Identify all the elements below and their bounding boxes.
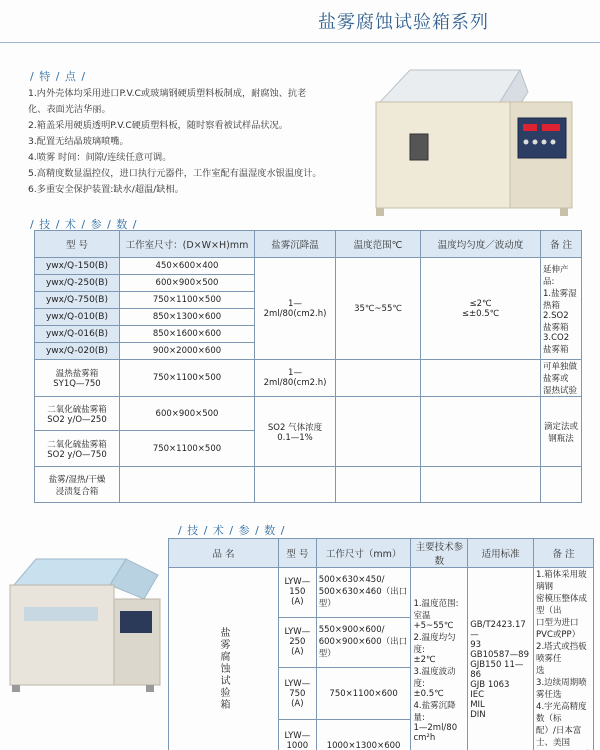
features-heading: / 特 / 点 / (30, 68, 86, 84)
spec2-heading: / 技 / 术 / 参 / 数 / (178, 522, 286, 538)
note-cell: 滴定法或钢瓶法 (541, 397, 582, 467)
col-header: 型 号 (279, 539, 317, 568)
note-cell: 延伸产品: 1.盐雾湿热箱 2.SO2 盐雾箱 3.CO2 盐雾箱 (541, 258, 582, 360)
col-header: 工作室尺寸：(D×W×H)mm (120, 231, 255, 258)
note-cell: 可单独做盐雾或 湿热试验 (541, 360, 582, 397)
spec-table-2 (168, 538, 594, 750)
size-cell: 600×900×500 (120, 397, 255, 431)
size-cell: 850×1600×600 (120, 326, 255, 343)
model-cell: LYW—250 (A) (279, 617, 317, 667)
product-cell: 盐雾腐蚀试验箱 (169, 568, 279, 750)
spec1-heading: / 技 / 术 / 参 / 数 / (30, 216, 138, 232)
col-header: 备 注 (541, 231, 582, 258)
col-header: 温度范围℃ (336, 231, 421, 258)
salt-spray-chamber-image-2 (6, 555, 166, 695)
model-cell: LYW—150 (A) (279, 568, 317, 618)
size-cell: 750×1100×500 (120, 431, 255, 467)
size-cell: 500×630×450/ 500×630×460（出口型） (316, 568, 411, 618)
size-cell: 600×900×500 (120, 275, 255, 292)
uniformity-cell: ≤2℃ ≤±0.5℃ (421, 258, 541, 360)
feature-item: 2.箱盖采用硬质透明P.V.C硬质塑料板，随时察看被试样品状况。 (28, 118, 363, 134)
size-cell: 1000×1300×600 (316, 720, 411, 750)
size-cell: 450×600×400 (120, 258, 255, 275)
model-cell: ywx/Q-750(B) (35, 292, 120, 309)
size-cell: 850×1300×600 (120, 309, 255, 326)
settle-cell: 1—2ml/80(cm2.h) (255, 360, 336, 397)
model-cell: ywx/Q-250(B) (35, 275, 120, 292)
title-divider (0, 42, 600, 43)
model-cell: ywx/Q-016(B) (35, 326, 120, 343)
size-cell: 550×900×600/ 600×900×600（出口型） (316, 617, 411, 667)
params-cell: 1.温度范围: 室温+5~55℃ 2.温度均匀度: ±2℃ 3.温度波动度: ±0.5℃ 4.盐雾沉降量: 1—2ml/80 cm²h (411, 568, 468, 750)
size-cell: 750×1100×500 (120, 292, 255, 309)
settle-cell: 1—2ml/80(cm2.h) (255, 258, 336, 360)
col-header: 适用标准 (468, 539, 534, 568)
col-header: 备 注 (534, 539, 594, 568)
spec-table-1 (34, 230, 582, 503)
col-header: 品 名 (169, 539, 279, 568)
model-cell: 二氧化硫盐雾箱 SO2 y/O—250 (35, 397, 120, 431)
model-cell: 二氧化硫盐雾箱 SO2 y/O—750 (35, 431, 120, 467)
notes-cell: 1.箱体采用玻璃钢 密模压整体成型（出 口型为进口PVC或PP） 2.塔式或挡板喷雾任 选 3.边续周期喷雾任选 4.宇光高精度数（标 配）/日本富士、美国 (534, 568, 594, 750)
model-cell: ywx/Q-150(B) (35, 258, 120, 275)
salt-spray-chamber-image (370, 62, 576, 222)
temp-range-cell: 35℃~55℃ (336, 258, 421, 360)
model-cell: LYW—750 (A) (279, 667, 317, 720)
features-list (28, 86, 363, 198)
size-cell: 750×1100×500 (120, 360, 255, 397)
col-header: 型 号 (35, 231, 120, 258)
feature-item: 6.多重安全保护装置:缺水/超温/缺相。 (28, 182, 363, 198)
feature-item: 化、表面光洁华丽。 (28, 102, 363, 118)
model-cell: 盐雾/湿热/干燥 浸渍复合箱 (35, 467, 120, 503)
model-cell: ywx/Q-010(B) (35, 309, 120, 326)
col-header: 温度均匀度／波动度 (421, 231, 541, 258)
model-cell: LYW—1000 (279, 720, 317, 750)
feature-item: 3.配置无结晶玻璃喷嘴。 (28, 134, 363, 150)
page-title: 盐雾腐蚀试验箱系列 (318, 8, 489, 34)
feature-item: 4.喷雾 时间：间隙/连续任意可调。 (28, 150, 363, 166)
col-header: 工作尺寸（mm） (316, 539, 411, 568)
so2-cell: SO2 气体浓度 0.1—1% (255, 397, 336, 467)
col-header: 主要技术参数 (411, 539, 468, 568)
size-cell: 750×1100×600 (316, 667, 411, 720)
standards-cell: GB/T2423.17— 93 GB10587—89 GJB150 11—86 GJB 1063 IEC MIL DIN (468, 568, 534, 750)
model-cell: 温热盐雾箱 SY1Q—750 (35, 360, 120, 397)
feature-item: 5.高精度数显温控仪，进口执行元器件，工作室配有温湿度水银温度计。 (28, 166, 363, 182)
size-cell: 900×2000×600 (120, 343, 255, 360)
col-header: 盐雾沉降温 (255, 231, 336, 258)
feature-item: 1.内外壳体均采用进口P.V.C或玻璃钢硬质塑料板制成，耐腐蚀、抗老 (28, 86, 363, 102)
model-cell: ywx/Q-020(B) (35, 343, 120, 360)
